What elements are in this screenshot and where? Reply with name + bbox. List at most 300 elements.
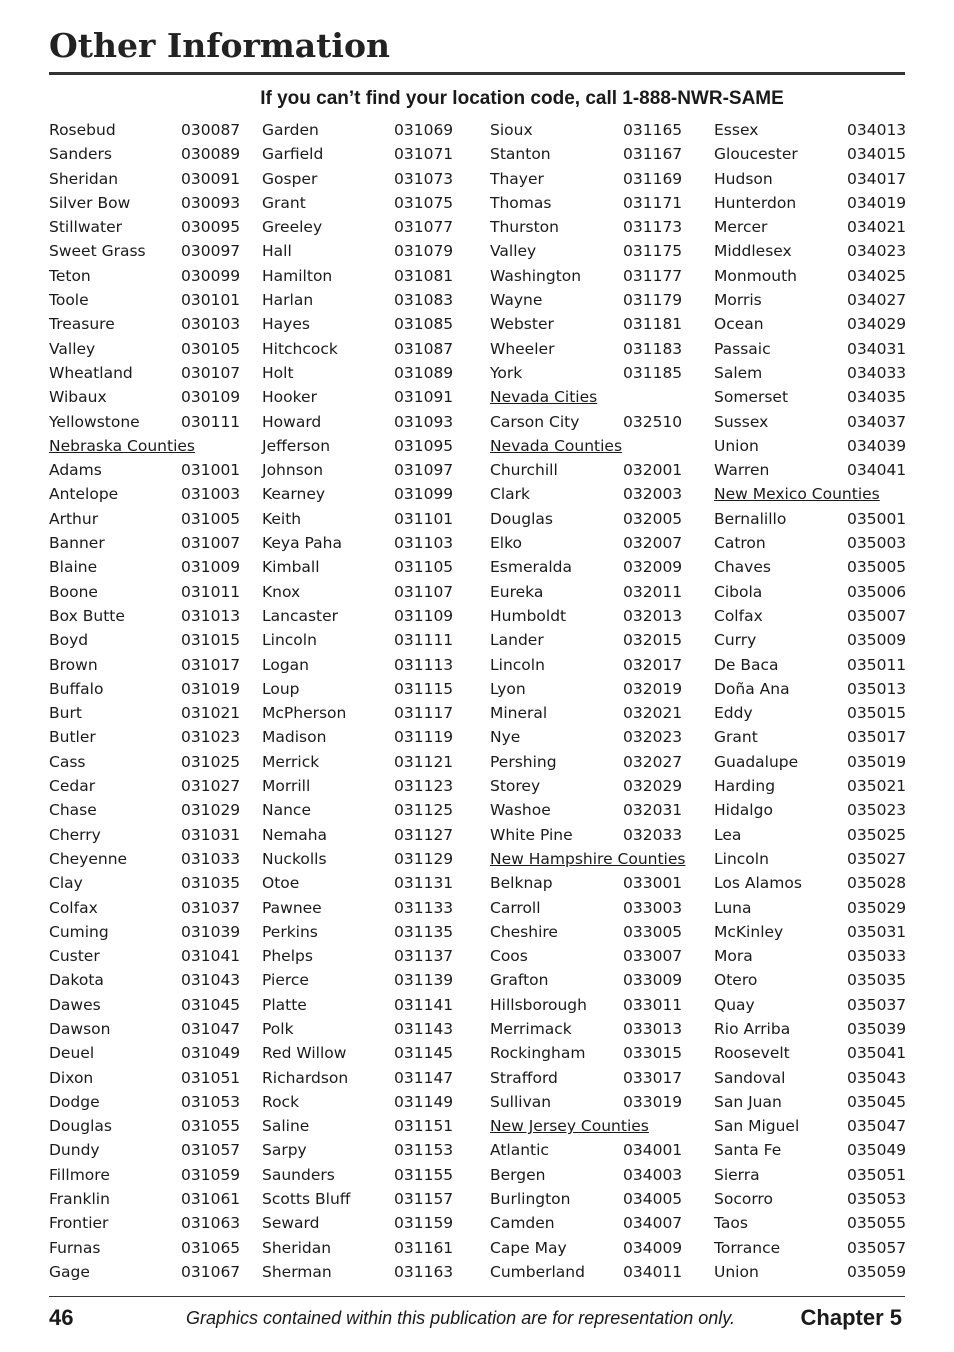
location-code: 031045 (181, 995, 241, 1014)
location-name: Passaic (714, 339, 771, 358)
location-name: Lincoln (262, 631, 317, 650)
location-code: 030105 (181, 339, 241, 358)
page-title: Other Information (49, 26, 390, 65)
location-name: Custer (49, 947, 100, 966)
location-name: Santa Fe (714, 1141, 782, 1160)
location-code: 035053 (847, 1190, 907, 1209)
location-code: 032023 (623, 728, 683, 747)
footer-rule (49, 1296, 905, 1297)
location-code: 031101 (394, 509, 454, 528)
location-name: Jefferson (262, 436, 331, 455)
location-code: 035033 (847, 947, 907, 966)
location-name: Stanton (490, 145, 551, 164)
section-heading-label: Nebraska Counties (49, 436, 195, 455)
location-code: 034023 (847, 242, 907, 261)
location-name: Chaves (714, 558, 771, 577)
location-name: Chase (49, 801, 97, 820)
location-name: Socorro (714, 1190, 773, 1209)
location-name: Furnas (49, 1238, 101, 1257)
location-code: 031145 (394, 1044, 454, 1063)
location-name: Hamilton (262, 266, 333, 285)
location-name: Logan (262, 655, 310, 674)
location-name: Coos (490, 947, 528, 966)
location-code: 032003 (623, 485, 683, 504)
location-name: Humboldt (490, 606, 567, 625)
location-code: 031169 (623, 169, 683, 188)
location-name: Cedar (49, 777, 96, 796)
location-name: Gosper (262, 169, 318, 188)
location-code: 031181 (623, 315, 683, 334)
location-name: Dixon (49, 1068, 94, 1087)
location-code: 031157 (394, 1190, 454, 1209)
location-name: Camden (490, 1214, 555, 1233)
location-name: Mora (714, 947, 753, 966)
location-code: 031025 (181, 752, 241, 771)
location-name: Warren (714, 461, 770, 480)
location-name: Antelope (49, 485, 119, 504)
location-code: 033001 (623, 874, 683, 893)
location-name: Hidalgo (714, 801, 773, 820)
location-code: 031043 (181, 971, 241, 990)
location-name: Greeley (262, 218, 323, 237)
location-name: Fillmore (49, 1165, 110, 1184)
location-name: Union (714, 436, 759, 455)
location-code: 032033 (623, 825, 683, 844)
location-name: Cherry (49, 825, 101, 844)
location-code: 032027 (623, 752, 683, 771)
location-name: Clay (49, 874, 83, 893)
location-name: Los Alamos (714, 874, 802, 893)
location-code: 033005 (623, 922, 683, 941)
location-name: Merrimack (490, 1019, 572, 1038)
location-name: Lincoln (714, 849, 769, 868)
location-name: Grant (262, 193, 306, 212)
location-code: 031175 (623, 242, 683, 261)
location-code: 031137 (394, 947, 454, 966)
location-name: Ocean (714, 315, 764, 334)
location-name: Mineral (490, 704, 548, 723)
location-code: 031021 (181, 704, 241, 723)
location-code: 031185 (623, 363, 683, 382)
location-name: York (490, 363, 523, 382)
location-name: Sheridan (49, 169, 119, 188)
location-name: Keith (262, 509, 302, 528)
location-code: 031177 (623, 266, 683, 285)
location-name: Bernalillo (714, 509, 787, 528)
location-code: 031059 (181, 1165, 241, 1184)
location-code: 033009 (623, 971, 683, 990)
location-name: Deuel (49, 1044, 95, 1063)
location-name: Thomas (490, 193, 552, 212)
location-name: Webster (490, 315, 554, 334)
location-name: Valley (490, 242, 537, 261)
location-code: 031123 (394, 777, 454, 796)
location-code: 035031 (847, 922, 907, 941)
location-name: Teton (49, 266, 91, 285)
location-name: Boyd (49, 631, 89, 650)
location-code: 035005 (847, 558, 907, 577)
location-name: Carroll (490, 898, 541, 917)
location-name: McPherson (262, 704, 347, 723)
location-name: San Juan (714, 1092, 782, 1111)
section-heading-label: New Hampshire Counties (490, 849, 686, 868)
location-name: Pierce (262, 971, 309, 990)
location-name: Cheshire (490, 922, 558, 941)
location-name: Buffalo (49, 679, 104, 698)
location-code: 031143 (394, 1019, 454, 1038)
location-code: 031147 (394, 1068, 454, 1087)
location-name: Pawnee (262, 898, 322, 917)
location-name: Lincoln (490, 655, 545, 674)
location-name: Eureka (490, 582, 544, 601)
location-code: 031053 (181, 1092, 241, 1111)
location-name: Blaine (49, 558, 98, 577)
location-name: Doña Ana (714, 679, 790, 698)
location-name: Kimball (262, 558, 320, 577)
location-name: Carson City (490, 412, 580, 431)
location-name: Cuming (49, 922, 109, 941)
location-code: 035059 (847, 1262, 907, 1281)
location-name: White Pine (490, 825, 573, 844)
location-code: 031121 (394, 752, 454, 771)
location-code: 031127 (394, 825, 454, 844)
location-code: 035028 (847, 874, 907, 893)
location-code: 031027 (181, 777, 241, 796)
location-code: 034013 (847, 121, 907, 139)
location-code: 031067 (181, 1262, 241, 1281)
location-code: 031103 (394, 534, 454, 553)
location-code: 034001 (623, 1141, 683, 1160)
location-name: Sussex (714, 412, 769, 431)
location-code: 031055 (181, 1117, 241, 1136)
location-code: 031111 (394, 631, 454, 650)
location-name: Garfield (262, 145, 324, 164)
location-code: 032510 (623, 412, 683, 431)
location-name: Burt (49, 704, 82, 723)
location-code: 034019 (847, 193, 907, 212)
location-code-notice: If you can’t find your location code, call 1-888-NWR-SAME (260, 88, 784, 109)
location-code: 035025 (847, 825, 907, 844)
location-name: Cumberland (490, 1262, 585, 1281)
location-name: Stillwater (49, 218, 122, 237)
location-name: Colfax (714, 606, 763, 625)
location-name: Clark (490, 485, 530, 504)
location-code: 031001 (181, 461, 241, 480)
location-code: 031161 (394, 1238, 454, 1257)
location-name: Douglas (49, 1117, 112, 1136)
location-name: Colfax (49, 898, 98, 917)
location-name: Knox (262, 582, 301, 601)
location-code: 031171 (623, 193, 683, 212)
location-name: Yellowstone (49, 412, 140, 431)
section-heading-label: Nevada Cities (490, 388, 598, 407)
location-code: 033015 (623, 1044, 683, 1063)
location-code: 030097 (181, 242, 241, 261)
location-name: Cass (49, 752, 86, 771)
location-code: 030111 (181, 412, 241, 431)
location-code: 030101 (181, 291, 241, 310)
location-name: Esmeralda (490, 558, 573, 577)
location-code: 035029 (847, 898, 907, 917)
location-code: 031131 (394, 874, 454, 893)
location-name: Elko (490, 534, 523, 553)
location-code: 035037 (847, 995, 907, 1014)
location-code: 031113 (394, 655, 454, 674)
location-name: McKinley (714, 922, 784, 941)
location-name: Guadalupe (714, 752, 799, 771)
location-code: 031107 (394, 582, 454, 601)
location-name: Hunterdon (714, 193, 797, 212)
location-code: 035035 (847, 971, 907, 990)
location-code: 032009 (623, 558, 683, 577)
location-code: 031149 (394, 1092, 454, 1111)
location-name: Red Willow (262, 1044, 347, 1063)
location-code: 031089 (394, 363, 454, 382)
location-name: Harding (714, 777, 776, 796)
location-code: 031005 (181, 509, 241, 528)
location-name: De Baca (714, 655, 779, 674)
location-name: Rock (262, 1092, 300, 1111)
location-code: 030091 (181, 169, 241, 188)
location-name: Saline (262, 1117, 310, 1136)
location-name: Saunders (262, 1165, 335, 1184)
location-name: Cape May (490, 1238, 567, 1257)
location-code: 031061 (181, 1190, 241, 1209)
location-name: Taos (714, 1214, 748, 1233)
footer-note: Graphics contained within this publication are for representation only. (186, 1308, 735, 1328)
location-code: 034005 (623, 1190, 683, 1209)
location-code: 031073 (394, 169, 454, 188)
location-code: 031031 (181, 825, 241, 844)
location-code: 035021 (847, 777, 907, 796)
location-code: 031023 (181, 728, 241, 747)
location-code: 035013 (847, 679, 907, 698)
location-code: 031151 (394, 1117, 454, 1136)
location-name: Seward (262, 1214, 320, 1233)
location-code: 031095 (394, 436, 454, 455)
location-code: 035039 (847, 1019, 907, 1038)
section-heading-label: New Mexico Counties (714, 485, 880, 504)
location-name: Sherman (262, 1262, 332, 1281)
location-code: 030109 (181, 388, 241, 407)
location-code: 035047 (847, 1117, 907, 1136)
location-name: Torrance (714, 1238, 781, 1257)
location-name: Grant (714, 728, 758, 747)
chapter-label: Chapter 5 (800, 1305, 902, 1330)
location-code: 032019 (623, 679, 683, 698)
location-name: Dakota (49, 971, 104, 990)
location-code: 030089 (181, 145, 241, 164)
location-code: 034035 (847, 388, 907, 407)
location-code: 035011 (847, 655, 907, 674)
location-code: 031011 (181, 582, 241, 601)
location-code: 031019 (181, 679, 241, 698)
location-name: Hudson (714, 169, 773, 188)
location-name: Hillsborough (490, 995, 587, 1014)
location-name: Sandoval (714, 1068, 786, 1087)
location-code: 030095 (181, 218, 241, 237)
location-code: 031091 (394, 388, 454, 407)
location-code: 031015 (181, 631, 241, 650)
location-name: Wheatland (49, 363, 133, 382)
location-code: 031085 (394, 315, 454, 334)
location-code: 031117 (394, 704, 454, 723)
location-name: Washington (490, 266, 582, 285)
location-code: 035043 (847, 1068, 907, 1087)
location-code: 031099 (394, 485, 454, 504)
location-code: 030087 (181, 121, 241, 139)
location-name: Nye (490, 728, 521, 747)
location-code: 035049 (847, 1141, 907, 1160)
section-heading-label: New Jersey Counties (490, 1117, 649, 1136)
location-code: 032011 (623, 582, 683, 601)
location-name: Treasure (49, 315, 115, 334)
location-code: 032015 (623, 631, 683, 650)
location-name: Nuckolls (262, 849, 327, 868)
location-name: Dawson (49, 1019, 111, 1038)
location-code: 031075 (394, 193, 454, 212)
location-name: Sarpy (262, 1141, 307, 1160)
location-code: 031033 (181, 849, 241, 868)
location-code: 031093 (394, 412, 454, 431)
page-number: 46 (49, 1305, 74, 1330)
location-name: Monmouth (714, 266, 797, 285)
location-code: 031041 (181, 947, 241, 966)
location-code: 032031 (623, 801, 683, 820)
location-name: Sheridan (262, 1238, 332, 1257)
location-name: Silver Bow (49, 193, 131, 212)
title-rule (49, 72, 905, 75)
location-name: Merrick (262, 752, 320, 771)
location-name: Loup (262, 679, 300, 698)
location-code: 031105 (394, 558, 454, 577)
location-name: Brown (49, 655, 98, 674)
location-code: 031069 (394, 121, 454, 139)
location-code: 032005 (623, 509, 683, 528)
location-code: 031165 (623, 121, 683, 139)
location-code: 031051 (181, 1068, 241, 1087)
location-name: Holt (262, 363, 294, 382)
location-code: 031009 (181, 558, 241, 577)
location-name: Kearney (262, 485, 326, 504)
location-name: Mercer (714, 218, 768, 237)
location-name: Sanders (49, 145, 112, 164)
location-name: Essex (714, 121, 759, 139)
location-name: Cibola (714, 582, 763, 601)
location-code: 031013 (181, 606, 241, 625)
location-code: 032029 (623, 777, 683, 796)
location-code: 031037 (181, 898, 241, 917)
location-code: 034007 (623, 1214, 683, 1233)
location-name: Butler (49, 728, 96, 747)
location-code: 030093 (181, 193, 241, 212)
location-name: Thurston (490, 218, 559, 237)
location-name: Quay (714, 995, 755, 1014)
location-code: 031155 (394, 1165, 454, 1184)
section-heading-label: Nevada Counties (490, 436, 623, 455)
location-name: Perkins (262, 922, 318, 941)
location-code: 031007 (181, 534, 241, 553)
location-code: 034033 (847, 363, 907, 382)
location-code: 034027 (847, 291, 907, 310)
location-code: 033013 (623, 1019, 683, 1038)
location-code: 034029 (847, 315, 907, 334)
location-code: 031049 (181, 1044, 241, 1063)
location-name: Washoe (490, 801, 551, 820)
location-name: Catron (714, 534, 766, 553)
location-name: Sioux (490, 121, 533, 139)
location-name: Lancaster (262, 606, 339, 625)
location-code: 035045 (847, 1092, 907, 1111)
location-code: 035009 (847, 631, 907, 650)
location-name: Nance (262, 801, 311, 820)
location-code: 034039 (847, 436, 907, 455)
location-code: 033019 (623, 1092, 683, 1111)
location-code: 035041 (847, 1044, 907, 1063)
location-name: Otoe (262, 874, 300, 893)
location-name: Otero (714, 971, 758, 990)
location-code: 035057 (847, 1238, 907, 1257)
location-code: 031139 (394, 971, 454, 990)
location-name: Salem (714, 363, 763, 382)
location-code: 034031 (847, 339, 907, 358)
location-code: 031119 (394, 728, 454, 747)
location-name: Johnson (262, 461, 324, 480)
location-name: Hitchcock (262, 339, 338, 358)
location-code: 031173 (623, 218, 683, 237)
location-name: Garden (262, 121, 319, 139)
location-name: Wheeler (490, 339, 555, 358)
location-code: 031071 (394, 145, 454, 164)
location-code: 034017 (847, 169, 907, 188)
location-code: 033007 (623, 947, 683, 966)
location-code: 031087 (394, 339, 454, 358)
location-name: Wayne (490, 291, 543, 310)
location-code: 031141 (394, 995, 454, 1014)
location-code: 035051 (847, 1165, 907, 1184)
location-name: Sullivan (490, 1092, 552, 1111)
location-code: 031063 (181, 1214, 241, 1233)
location-code: 031183 (623, 339, 683, 358)
location-code: 034011 (623, 1262, 683, 1281)
location-code: 034009 (623, 1238, 683, 1257)
location-name: Churchill (490, 461, 558, 480)
location-name: Grafton (490, 971, 549, 990)
location-name: Morrill (262, 777, 311, 796)
location-code: 031125 (394, 801, 454, 820)
location-name: Pershing (490, 752, 557, 771)
location-code: 032021 (623, 704, 683, 723)
location-code: 031109 (394, 606, 454, 625)
location-name: Hall (262, 242, 292, 261)
location-code: 031163 (394, 1262, 454, 1281)
location-name: Belknap (490, 874, 553, 893)
location-code: 031179 (623, 291, 683, 310)
location-code: 034025 (847, 266, 907, 285)
location-name: Banner (49, 534, 105, 553)
location-name: Roosevelt (714, 1044, 790, 1063)
location-name: Cheyenne (49, 849, 128, 868)
location-name: Gloucester (714, 145, 798, 164)
location-code: 035019 (847, 752, 907, 771)
location-name: Hayes (262, 315, 310, 334)
location-name: Thayer (490, 169, 544, 188)
location-name: Phelps (262, 947, 313, 966)
location-code: 030107 (181, 363, 241, 382)
location-name: Atlantic (490, 1141, 549, 1160)
location-name: Dawes (49, 995, 101, 1014)
location-name: Storey (490, 777, 541, 796)
